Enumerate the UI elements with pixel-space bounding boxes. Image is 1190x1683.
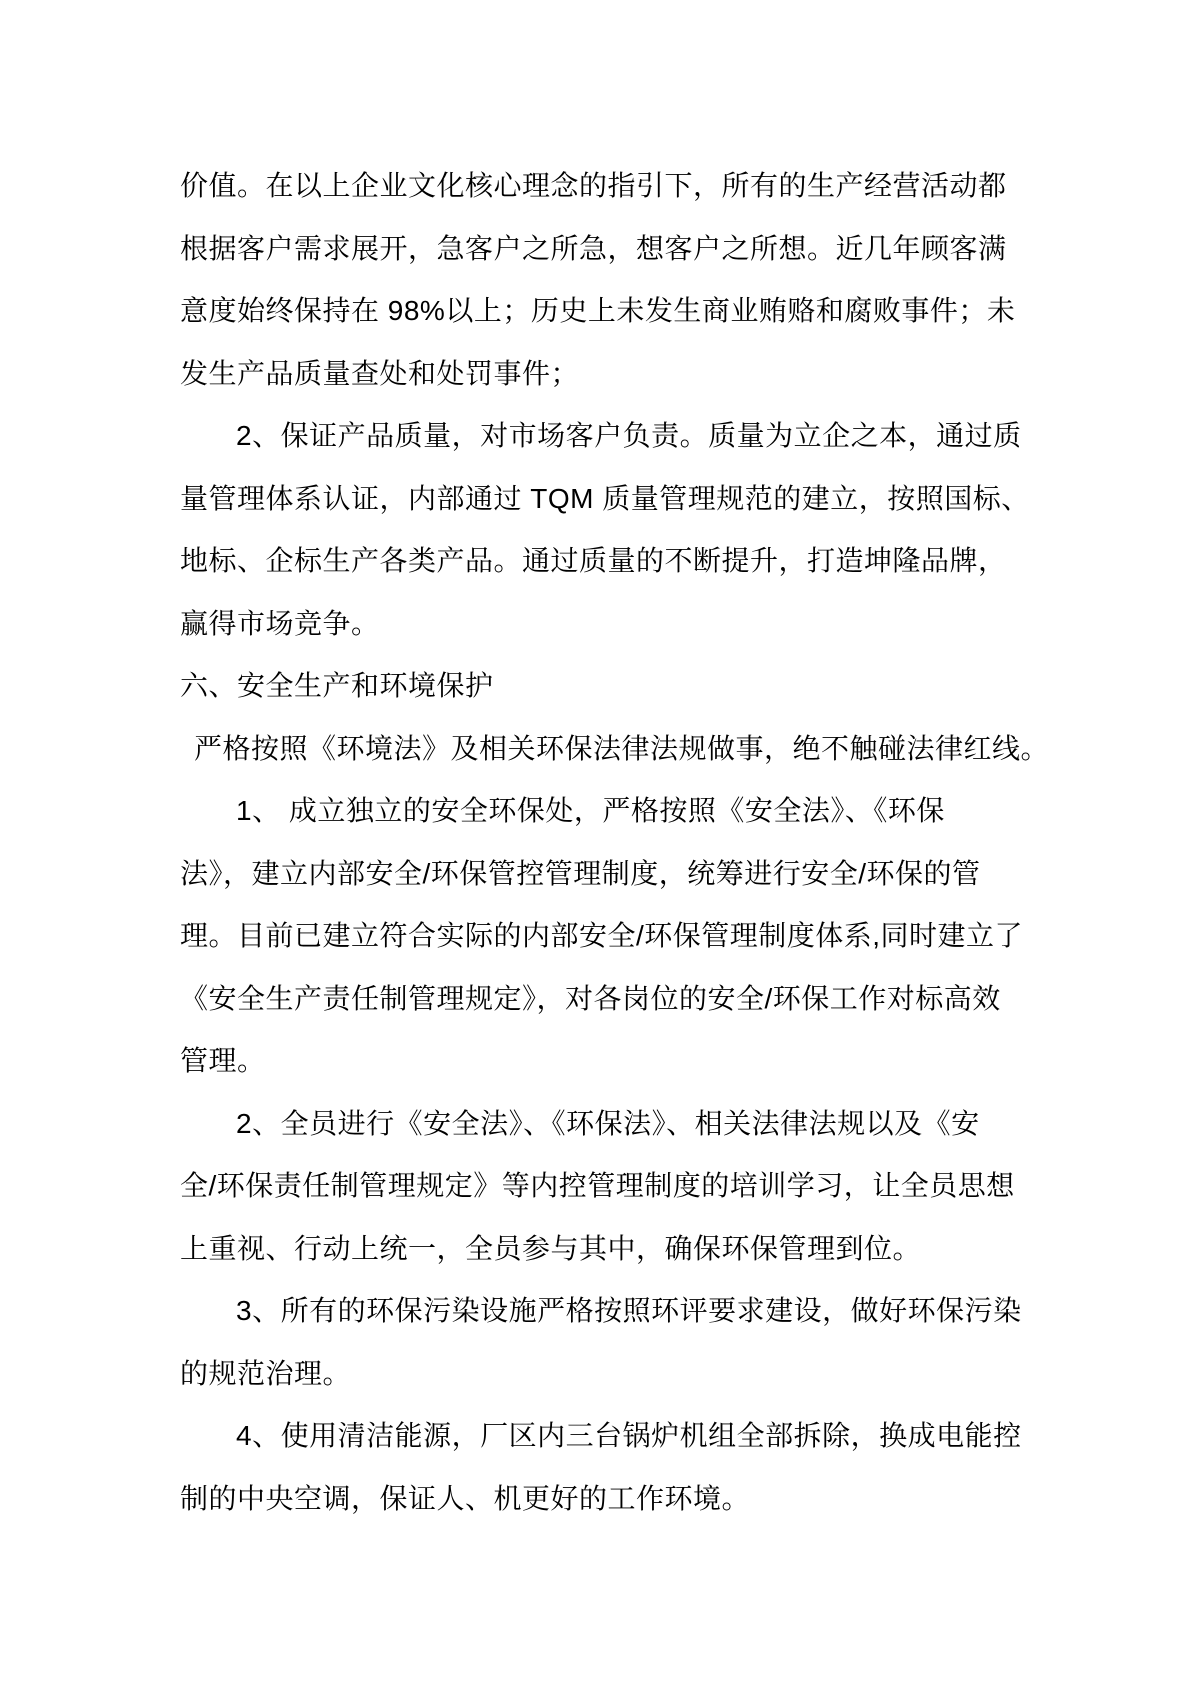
paragraph-item-1-safety-office [180,780,1024,1093]
text-line: 制的中央空调，保证人、机更好的工作环境。 [180,1482,751,1514]
text-line: 严格按照《环境法》及相关环保法律法规做事，绝不触碰法律红线。 [194,732,1050,764]
paragraph-item-3-pollution-facilities [180,1280,1022,1405]
text-line: 价值。在以上企业文化核心理念的指引下，所有的生产经营活动都 [180,170,1007,201]
text-line: 的规范治理。 [180,1357,352,1389]
text-line: 意度始终保持在 98%以上；历史上未发生商业贿赂和腐败事件；未 [180,295,1016,326]
paragraph-customer-satisfaction [180,155,1016,405]
text-line: 4、使用清洁能源，厂区内三台锅炉机组全部拆除，换成电能控 [236,1420,1022,1451]
text-line: 量管理体系认证，内部通过 TQM 质量管理规范的建立，按照国标、 [180,482,1030,514]
text-line: 地标、企标生产各类产品。通过质量的不断提升，打造坤隆品牌， [180,545,1007,576]
paragraph-quality-guarantee [180,405,1030,655]
text-line: 发生产品质量查处和处罚事件； [180,357,580,389]
paragraph-item-4-clean-energy [180,1405,1022,1530]
text-line: 《安全生产责任制管理规定》，对各岗位的安全/环保工作对标高效 [180,982,1001,1014]
section-heading: 六、安全生产和环境保护 [180,670,494,701]
text-line: 2、全员进行《安全法》、《环保法》、相关法律法规以及《安 [236,1107,980,1139]
text-line: 上重视、行动上统一，全员参与其中，确保环保管理到位。 [180,1232,922,1264]
text-line: 全/环保责任制管理规定》等内控管理制度的培训学习，让全员思想 [180,1170,1015,1201]
text-line: 管理。 [180,1045,266,1076]
text-line: 根据客户需求展开，急客户之所急，想客户之所想。近几年顾客满 [180,232,1007,264]
text-line: 3、所有的环保污染设施严格按照环评要求建设，做好环保污染 [236,1295,1022,1326]
text-line: 赢得市场竞争。 [180,607,380,639]
paragraph-item-2-training [180,1093,1015,1281]
text-line: 2、保证产品质量，对市场客户负责。质量为立企之本，通过质 [236,420,1022,451]
text-line: 1、 成立独立的安全环保处，严格按照《安全法》、《环保 [236,795,945,826]
document-text-block [180,155,1050,1530]
text-line: 理。目前已建立符合实际的内部安全/环保管理制度体系,同时建立了 [180,920,1024,951]
text-line: 法》，建立内部安全/环保管控管理制度，统筹进行安全/环保的管 [180,857,981,889]
paragraph-environment-law [180,718,1050,781]
